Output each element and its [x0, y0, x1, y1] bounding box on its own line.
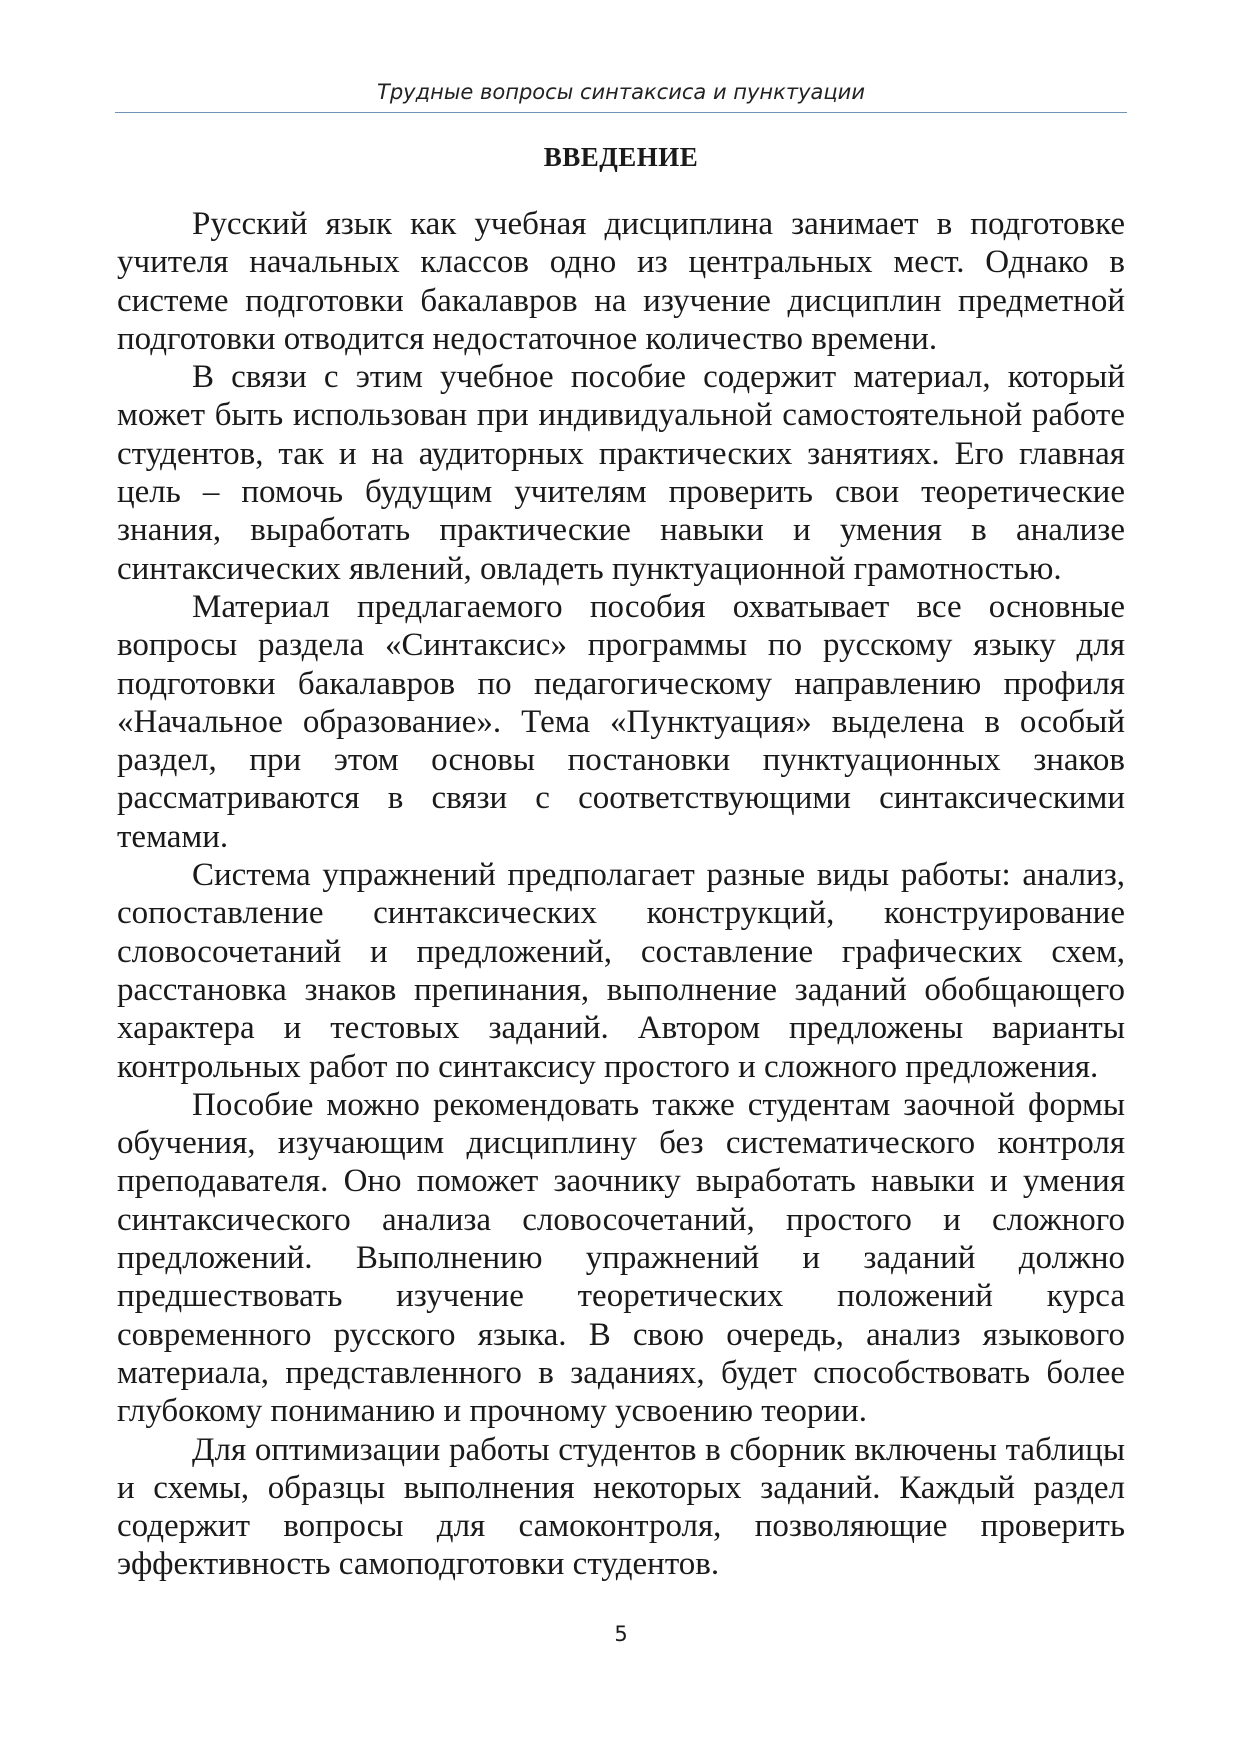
section-heading: ВВЕДЕНИЕ: [543, 142, 699, 172]
header-divider: [115, 112, 1127, 113]
page-number: 5: [614, 1622, 628, 1646]
paragraph: Для оптимизации работы студентов в сборник включены таблицы и схемы, образцы выполнения некоторых заданий. Каждый раздел содержит вопросы для самоконтроля, позволяющие проверить эффективность самоподготовки студентов.: [117, 1431, 1125, 1583]
section-body: [117, 205, 1125, 1584]
running-header: Трудные вопросы синтаксиса и пунктуации: [377, 80, 865, 104]
paragraph: Русский язык как учебная дисциплина занимает в подготовке учителя начальных классов одно из центральных мест. Однако в системе подготовки бакалавров на изучение дисциплин предметной подготовки отводится недостаточное количество времени.: [117, 206, 1125, 357]
paragraph: В связи с этим учебное пособие содержит материал, который может быть использован при индивидуальной самостоятельной работе студентов, так и на аудиторных практических занятиях. Его главная цель – помочь будущим учителям проверить свои теоретические знания, выработать практические навыки и умения в анализе синтаксических явлений, овладеть пунктуационной грамотностью.: [117, 359, 1125, 587]
paragraph: Пособие можно рекомендовать также студентам заочной формы обучения, изучающим дисциплину без систематического контроля преподавателя. Оно поможет заочнику выработать навыки и умения синтаксического анализа словосочетаний, простого и сложного предложений. Выполнению упражнений и заданий должно предшествовать изучение теоретических положений курса современного русского языка. В свою очередь, анализ языкового материала, представленного в заданиях, будет способствовать более глубокому пониманию и прочному усвоению теории.: [117, 1086, 1125, 1430]
paragraph: Система упражнений предполагает разные виды работы: анализ, сопоставление синтаксических конструкций, конструирование словосочетаний и предложений, составление графических схем, расстановка знаков препинания, выполнение заданий обобщающего характера и тестовых заданий. Автором предложены варианты контрольных работ по синтаксису простого и сложного предложения.: [117, 857, 1125, 1085]
paragraph: Материал предлагаемого пособия охватывает все основные вопросы раздела «Синтаксис» программы по русскому языку для подготовки бакалавров по педагогическому направлению профиля «Начальное образование». Тема «Пунктуация» выделена в особый раздел, при этом основы постановки пунктуационных знаков рассматриваются в связи с соответствующими синтаксическими темами.: [117, 588, 1125, 855]
